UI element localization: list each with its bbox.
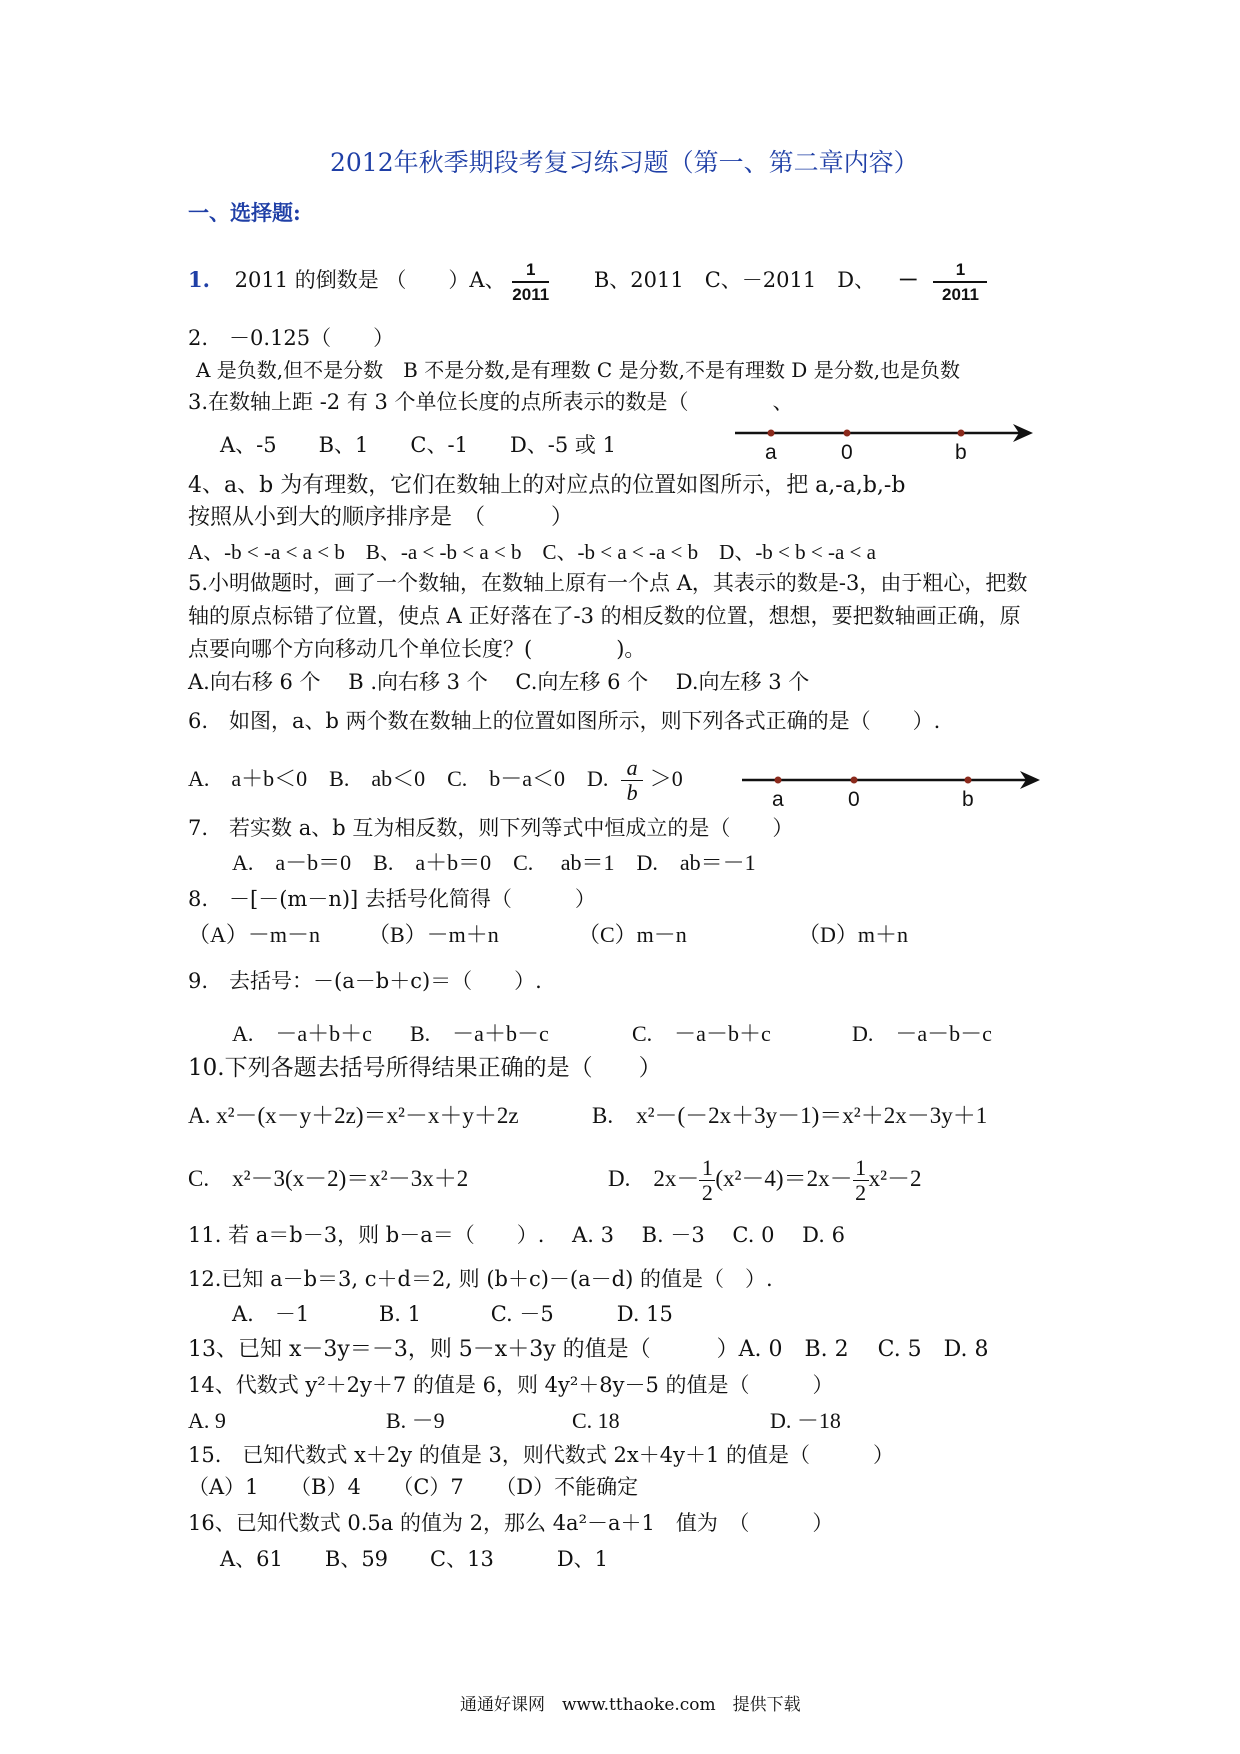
label-a: a [772,788,784,811]
question-10-option-d [608,1148,922,1210]
question-6-stem: 6. 如图，a、b 两个数在数轴上的位置如图所示，则下列各式正确的是（ ）. [188,709,941,733]
question-14-option-b: B. －9 [386,1408,445,1433]
question-4-line2: 按照从小到大的顺序排序是 （ ） [188,505,574,530]
question-15-stem: 15. 已知代数式 x＋2y 的值是 3，则代数式 2x＋4y＋1 的值是（ ） [188,1443,894,1467]
question-3-options: A、-5 B、1 C、-1 D、-5 或 1 [220,433,616,457]
footer-credit: 通通好课网 www.tthaoke.com 提供下载 [460,1695,801,1715]
question-4-options: A、-b < -a < a < b B、-a < -b < a < b C、-b < a < -a < b D、-b < b < -a < a [188,540,876,564]
question-8-stem: 8. －[－(m－n)] 去括号化简得（ ） [188,887,596,911]
question-5-line3: 点要向哪个方向移动几个单位长度？( )。 [188,637,646,661]
question-13: 13、已知 x－3y＝－3，则 5－x＋3y 的值是（ ）A. 0 B. 2 C. 5 D. 8 [188,1337,989,1362]
question-9-stem: 9. 去括号：－(a－b＋c)＝（ ）. [188,969,542,993]
question-10-option-a: A. x²－(x－y＋2z)＝x²－x＋y＋2z [188,1103,519,1128]
question-6-options-text: A. a＋b＜0 B. ab＜0 C. b－a＜0 D. [188,766,609,791]
number-line-1 [735,415,1035,465]
question-9-option-a: A. －a＋b＋c [232,1021,372,1046]
question-10-option-c: C. x²－3(x－2)＝x²－3x＋2 [188,1166,469,1191]
fraction-one-half: $\frac{1}{2}$ [699,1157,715,1204]
question-16-options: A、61 B、59 C、13 D、1 [220,1547,609,1571]
page-title: 2012年秋季期段考复习练习题（第一、第二章内容） [330,148,919,177]
question-5-line1: 5.小明做题时，画了一个数轴，在数轴上原有一个点 A，其表示的数是-3，由于粗心，把数 [188,571,1028,595]
label-b: b [962,788,974,811]
question-8-option-c: （C）m－n [578,922,687,947]
section-heading: 一、选择题: [188,200,301,225]
question-9-option-b: B. －a＋b－c [410,1021,549,1046]
question-8-option-d: （D）m＋n [798,922,909,947]
question-1-options: B、2011 C、－2011 D、 [593,268,876,292]
question-11: 11. 若 a＝b－3，则 b－a＝（ ）. A. 3 B. －3 C. 0 D. 6 [188,1223,845,1247]
fraction-a-over-b: $\frac{a}{b}$ [621,757,643,804]
question-5-line2: 轴的原点标错了位置，使点 A 正好落在了-3 的相反数的位置，想想，要把数轴画正确，原 [188,604,1021,628]
fraction-option-d: $\frac{1}{2011}$ [933,261,987,303]
question-10-stem: 10.下列各题去括号所得结果正确的是（ ） [188,1055,662,1081]
point-a [775,777,782,784]
option-d-part3: x²－2 [868,1166,922,1191]
point-b [958,430,965,437]
question-1-number: 1. [188,267,210,292]
question-8-option-a: （A）－m－n [188,922,321,947]
label-b: b [955,441,967,464]
question-2-stem: 2. －0.125（ ） [188,326,395,350]
question-10-option-b: B. x²－(－2x＋3y－1)＝x²＋2x－3y＋1 [592,1103,988,1128]
label-origin: 0 [841,441,853,464]
question-6-option-d-tail: ＞0 [649,766,683,791]
point-origin [844,430,851,437]
question-12-options: A. －1 B. 1 C. －5 D. 15 [232,1302,673,1326]
question-9-option-d: D. －a－b－c [852,1021,992,1046]
number-line-2 [742,762,1042,812]
point-origin [851,777,858,784]
question-2-options: A 是负数,但不是分数 B 不是分数,是有理数 C 是分数,不是有理数 D 是分数,也是负数 [196,358,961,382]
question-14-stem: 14、代数式 y²＋2y＋7 的值是 6，则 4y²＋8y－5 的值是（ ） [188,1373,834,1397]
label-a: a [765,441,777,464]
option-d-sign: － [897,267,919,292]
question-4-line1: 4、a、b 为有理数，它们在数轴上的对应点的位置如图所示，把 a,-a,b,-b [188,473,906,498]
question-16-stem: 16、已知代数式 0.5a 的值为 2，那么 4a²－a＋1 值为 （ ） [188,1511,834,1535]
fraction-one-half: $\frac{1}{2}$ [853,1157,869,1204]
question-14-option-d: D. －18 [770,1408,841,1433]
question-7-options: A. a－b＝0 B. a＋b＝0 C. ab＝1 D. ab＝－1 [232,850,756,875]
question-5-options: A.向右移 6 个 B .向右移 3 个 C.向左移 6 个 D.向左移 3 个 [188,670,810,694]
point-b [965,777,972,784]
question-14-option-c: C. 18 [572,1408,620,1433]
point-a [768,430,775,437]
question-8-option-b: （B）－m＋n [368,922,499,947]
question-1-stem: 2011 的倒数是 （ ）A、 [234,268,506,292]
question-14-option-a: A. 9 [188,1408,226,1433]
question-1 [188,260,987,303]
question-9-option-c: C. －a－b＋c [632,1021,771,1046]
question-12-stem: 12.已知 a－b＝3, c＋d＝2, 则 (b＋c)－(a－d) 的值是（ ）. [188,1267,773,1291]
question-15-options: （A）1 （B）4 （C）7 （D）不能确定 [188,1475,639,1499]
fraction-option-a: $\frac{1}{2011}$ [512,259,550,304]
question-7-stem: 7. 若实数 a、b 互为相反数，则下列等式中恒成立的是（ ） [188,816,794,840]
option-d-part2: (x²－4)＝2x－ [715,1166,853,1191]
option-d-part1: D. 2x－ [608,1166,700,1191]
question-3-stem: 3.在数轴上距 -2 有 3 个单位长度的点所表示的数是（ 、 [188,390,794,414]
question-6-options [188,752,683,806]
label-origin: 0 [848,788,860,811]
